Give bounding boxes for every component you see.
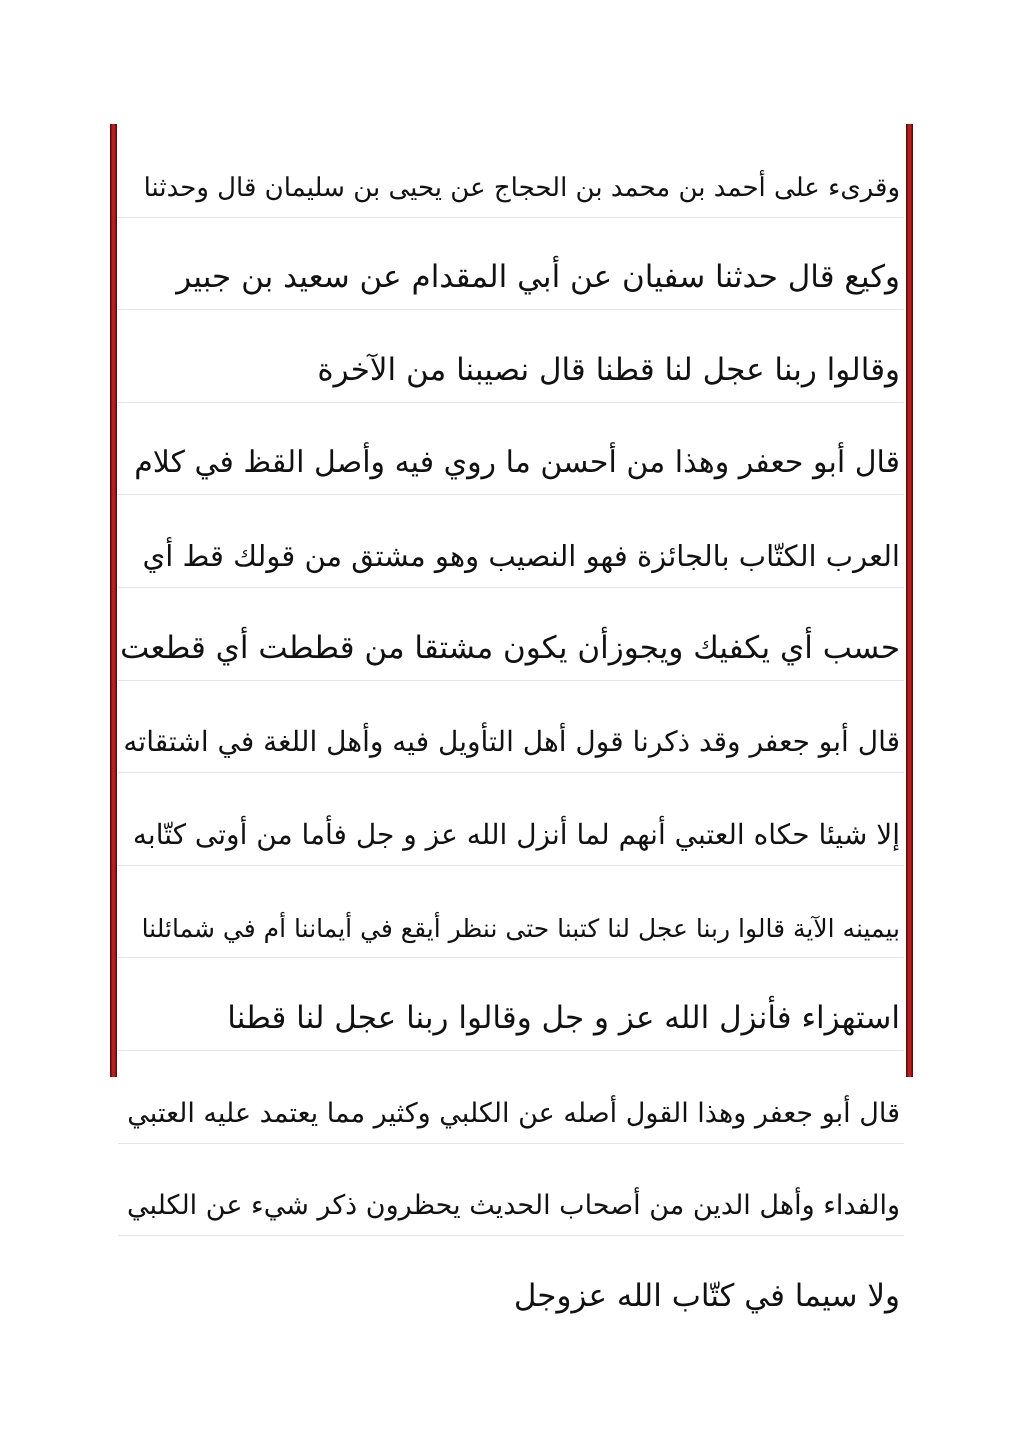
text-line-content: ولا سيما في كتّاب الله عزوجل	[513, 1277, 900, 1314]
right-page-border	[906, 124, 913, 1077]
text-line	[118, 957, 904, 1050]
text-line	[118, 124, 904, 217]
text-line	[118, 587, 904, 680]
text-line	[118, 494, 904, 587]
text-line-content: قال أبو حعفر وهذا من أحسن ما روي فيه وأصل القظ في كلام	[134, 445, 900, 481]
text-line-content: استهزاء فأنزل الله عز و جل وقالوا ربنا عجل لنا قطنا	[227, 999, 900, 1036]
text-line-content: بيمينه الآية قالوا ربنا عجل لنا كتبنا حتى ننظر أيقع في أيماننا أم في شمائلنا	[141, 914, 900, 944]
text-line-content: وقالوا ربنا عجل لنا قطنا قال نصيبنا من الآخرة	[317, 351, 900, 388]
text-line	[118, 1143, 904, 1236]
text-line	[118, 309, 904, 402]
text-line-content: وقرىء على أحمد بن محمد بن الحجاج عن يحيى بن سليمان قال وحدثنا	[143, 172, 900, 203]
text-line-content: قال أبو جعفر وهذا القول أصله عن الكلبي وكثير مما يعتمد عليه العتبي	[127, 1097, 900, 1129]
text-line-content: إلا شيئا حكاه العتبي أنهم لما أنزل الله عز و جل فأما من أوتى كتّابه	[132, 817, 900, 851]
text-line	[118, 1235, 904, 1328]
text-line-content: قال أبو جعفر وقد ذكرنا قول أهل التأويل فيه وأهل اللغة في اشتقاته	[123, 725, 900, 759]
arabic-text-body	[118, 124, 904, 1328]
left-page-border	[110, 124, 117, 1077]
text-line-content: والفداء وأهل الدين من أصحاب الحديث يحظرون ذكر شيء عن الكلبي	[126, 1190, 900, 1222]
text-line-content: وكيع قال حدثنا سفيان عن أبي المقدام عن سعيد بن جبير	[176, 259, 900, 296]
text-line	[118, 217, 904, 310]
text-line-content: العرب الكتّاب بالجائزة فهو النصيب وهو مشتق من قولك قط أي	[142, 538, 900, 573]
text-line	[118, 772, 904, 865]
text-line	[118, 680, 904, 773]
text-line	[118, 1050, 904, 1143]
text-line-content: حسب أي يكفيك ويجوزأن يكون مشتقا من قططت أي قطعت	[120, 629, 900, 666]
text-line	[118, 402, 904, 495]
text-line	[118, 865, 904, 958]
